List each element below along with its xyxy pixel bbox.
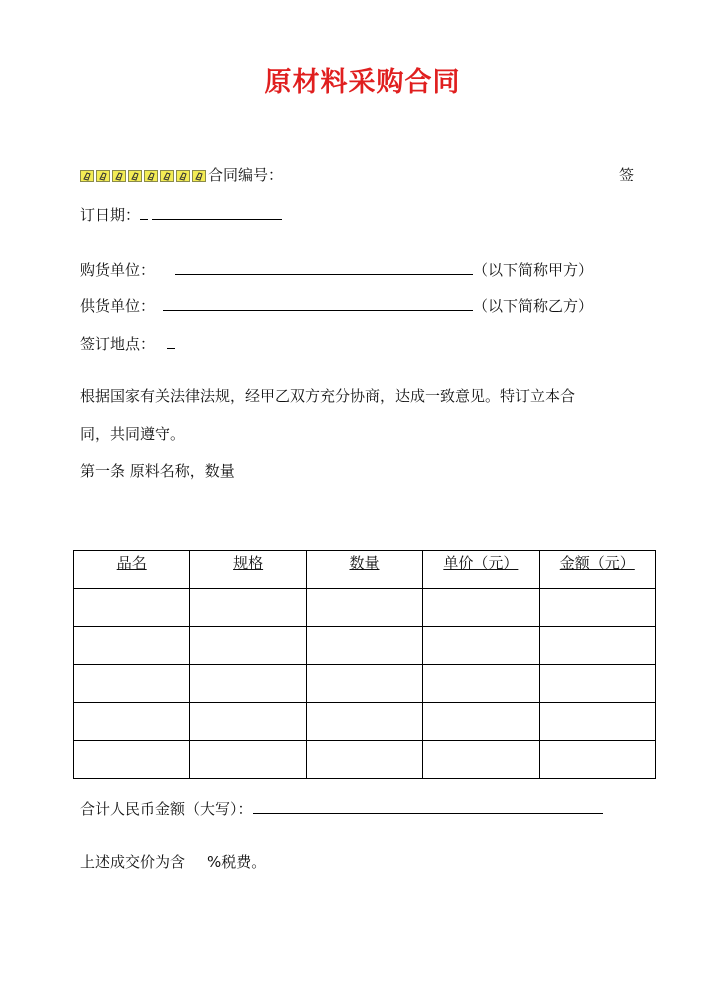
header-amount: 金额（元） xyxy=(539,551,655,589)
contract-number-label: 合同编号： xyxy=(208,166,284,184)
table-cell[interactable] xyxy=(306,627,422,665)
table-cell[interactable] xyxy=(306,589,422,627)
total-label: 合计人民币金额（大写）： xyxy=(80,800,253,818)
table-row xyxy=(74,589,656,627)
table-cell[interactable] xyxy=(190,627,306,665)
buyer-line xyxy=(80,258,593,280)
sign-date-field-a[interactable] xyxy=(140,203,148,220)
total-amount-field[interactable] xyxy=(253,797,603,814)
table-cell[interactable] xyxy=(306,665,422,703)
table-row xyxy=(74,703,656,741)
table-cell[interactable] xyxy=(306,703,422,741)
table-cell[interactable] xyxy=(539,665,655,703)
scroll-icon xyxy=(96,170,110,182)
scroll-icon xyxy=(176,170,190,182)
scroll-icon xyxy=(112,170,126,182)
table-cell[interactable] xyxy=(74,627,190,665)
header-unit-price: 单价（元） xyxy=(423,551,539,589)
table-cell[interactable] xyxy=(74,665,190,703)
document-title: 原材料采购合同 xyxy=(264,67,461,98)
table-cell[interactable] xyxy=(190,589,306,627)
place-field[interactable] xyxy=(167,332,175,349)
header-product-name: 品名 xyxy=(74,551,190,589)
article-1-heading: 第一条 原料名称，数量 xyxy=(80,462,235,480)
table-header-row xyxy=(74,551,656,589)
tax-prefix: 上述成交价为含 xyxy=(80,853,186,871)
goods-table xyxy=(73,550,656,779)
table-cell[interactable] xyxy=(539,741,655,779)
table-cell[interactable] xyxy=(539,703,655,741)
table-cell[interactable] xyxy=(74,741,190,779)
contract-number-line xyxy=(80,165,283,187)
sign-date-label: 订日期： xyxy=(80,206,141,224)
scroll-icon xyxy=(80,170,94,182)
header-quantity: 数量 xyxy=(306,551,422,589)
tax-suffix: %税费。 xyxy=(207,853,267,871)
table-cell[interactable] xyxy=(423,589,539,627)
table-cell[interactable] xyxy=(190,665,306,703)
table-cell[interactable] xyxy=(423,703,539,741)
scroll-icon xyxy=(144,170,158,182)
table-row xyxy=(74,627,656,665)
supplier-suffix: （以下简称乙方） xyxy=(473,297,594,315)
sign-date-label-part1: 签 xyxy=(619,166,635,184)
table-cell[interactable] xyxy=(190,741,306,779)
table-cell[interactable] xyxy=(306,741,422,779)
table-cell[interactable] xyxy=(74,703,190,741)
supplier-line xyxy=(80,294,593,316)
table-cell[interactable] xyxy=(539,627,655,665)
table-row xyxy=(74,665,656,703)
buyer-label: 购货单位： xyxy=(80,261,156,279)
sign-date-line xyxy=(80,203,282,225)
table-cell[interactable] xyxy=(423,665,539,703)
scroll-icon xyxy=(128,170,142,182)
table-cell[interactable] xyxy=(74,589,190,627)
header-spec: 规格 xyxy=(190,551,306,589)
buyer-field[interactable] xyxy=(175,258,473,275)
icon-strip xyxy=(80,167,208,187)
total-line xyxy=(80,797,603,819)
table-row xyxy=(74,741,656,779)
supplier-label: 供货单位： xyxy=(80,297,156,315)
tax-line xyxy=(80,852,266,872)
table-cell[interactable] xyxy=(423,627,539,665)
place-line xyxy=(80,332,175,354)
sign-date-field[interactable] xyxy=(152,203,282,220)
table-cell[interactable] xyxy=(190,703,306,741)
table-cell[interactable] xyxy=(423,741,539,779)
buyer-suffix: （以下简称甲方） xyxy=(473,261,594,279)
paragraph-line-2: 同，共同遵守。 xyxy=(80,425,186,443)
supplier-field[interactable] xyxy=(163,294,473,311)
place-label: 签订地点： xyxy=(80,335,156,353)
table-cell[interactable] xyxy=(539,589,655,627)
scroll-icon xyxy=(192,170,206,182)
scroll-icon xyxy=(160,170,174,182)
paragraph-line-1: 根据国家有关法律法规，经甲乙双方充分协商，达成一致意见。特订立本合 xyxy=(80,387,576,405)
